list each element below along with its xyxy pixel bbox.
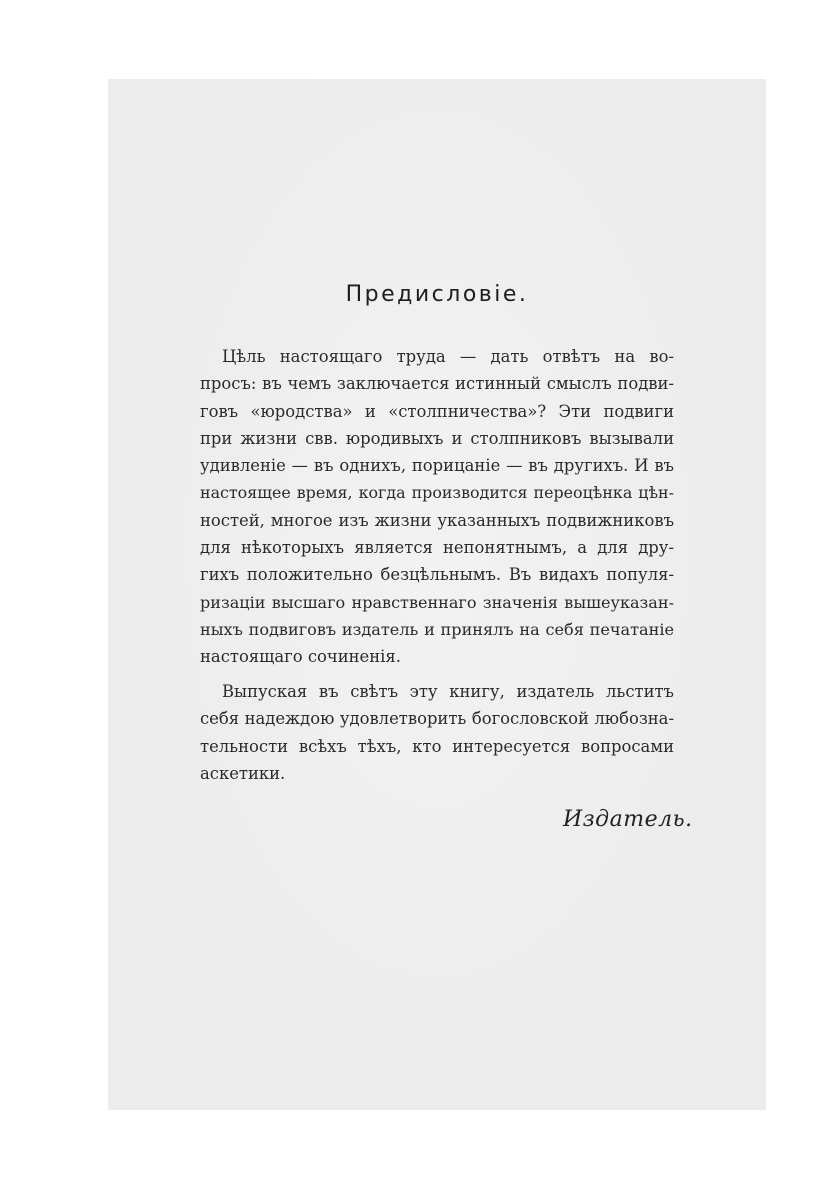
text-line: настоящее время, когда производится переоцѣнка цѣн- [200,483,674,503]
text-line: ныхъ подвиговъ издатель и принялъ на себя печатаніе [200,619,674,639]
text-line: настоящаго сочиненія. [200,647,401,667]
text-line: Выпуская въ свѣтъ эту книгу, издатель льститъ [222,682,674,701]
text-line: просъ: въ чемъ заключается истинный смыслъ подви- [200,374,674,394]
text-line: для нѣкоторыхъ является непонятнымъ, а для дру- [200,538,674,558]
text-line: тельности всѣхъ тѣхъ, кто интересуется вопросами [200,736,674,756]
text-line: ризаціи высшаго нравственнаго значенія вышеуказан- [200,592,674,612]
book-page [108,79,766,1110]
publisher-signature: Издатель. [563,807,693,832]
text-line: удивленіе — въ однихъ, порицаніе — въ другихъ. И въ [200,456,674,476]
text-line: при жизни свв. юродивыхъ и столпниковъ вызывали [200,428,674,448]
preface-paragraph-1 [200,343,674,671]
text-line: себя надеждою удовлетворить богословской любозна- [200,709,674,729]
preface-paragraph-2 [200,678,674,787]
text-line: аскетики. [200,763,286,783]
text-line: говъ «юродства» и «столпничества»? Эти подвиги [200,401,674,421]
text-line: ностей, многое изъ жизни указанныхъ подвижниковъ [200,510,674,530]
text-line: гихъ положительно безцѣльнымъ. Въ видахъ популя- [200,565,674,585]
text-line: Цѣль настоящаго труда — дать отвѣтъ на во- [222,347,674,366]
page-title: Предисловіе. [345,282,529,307]
